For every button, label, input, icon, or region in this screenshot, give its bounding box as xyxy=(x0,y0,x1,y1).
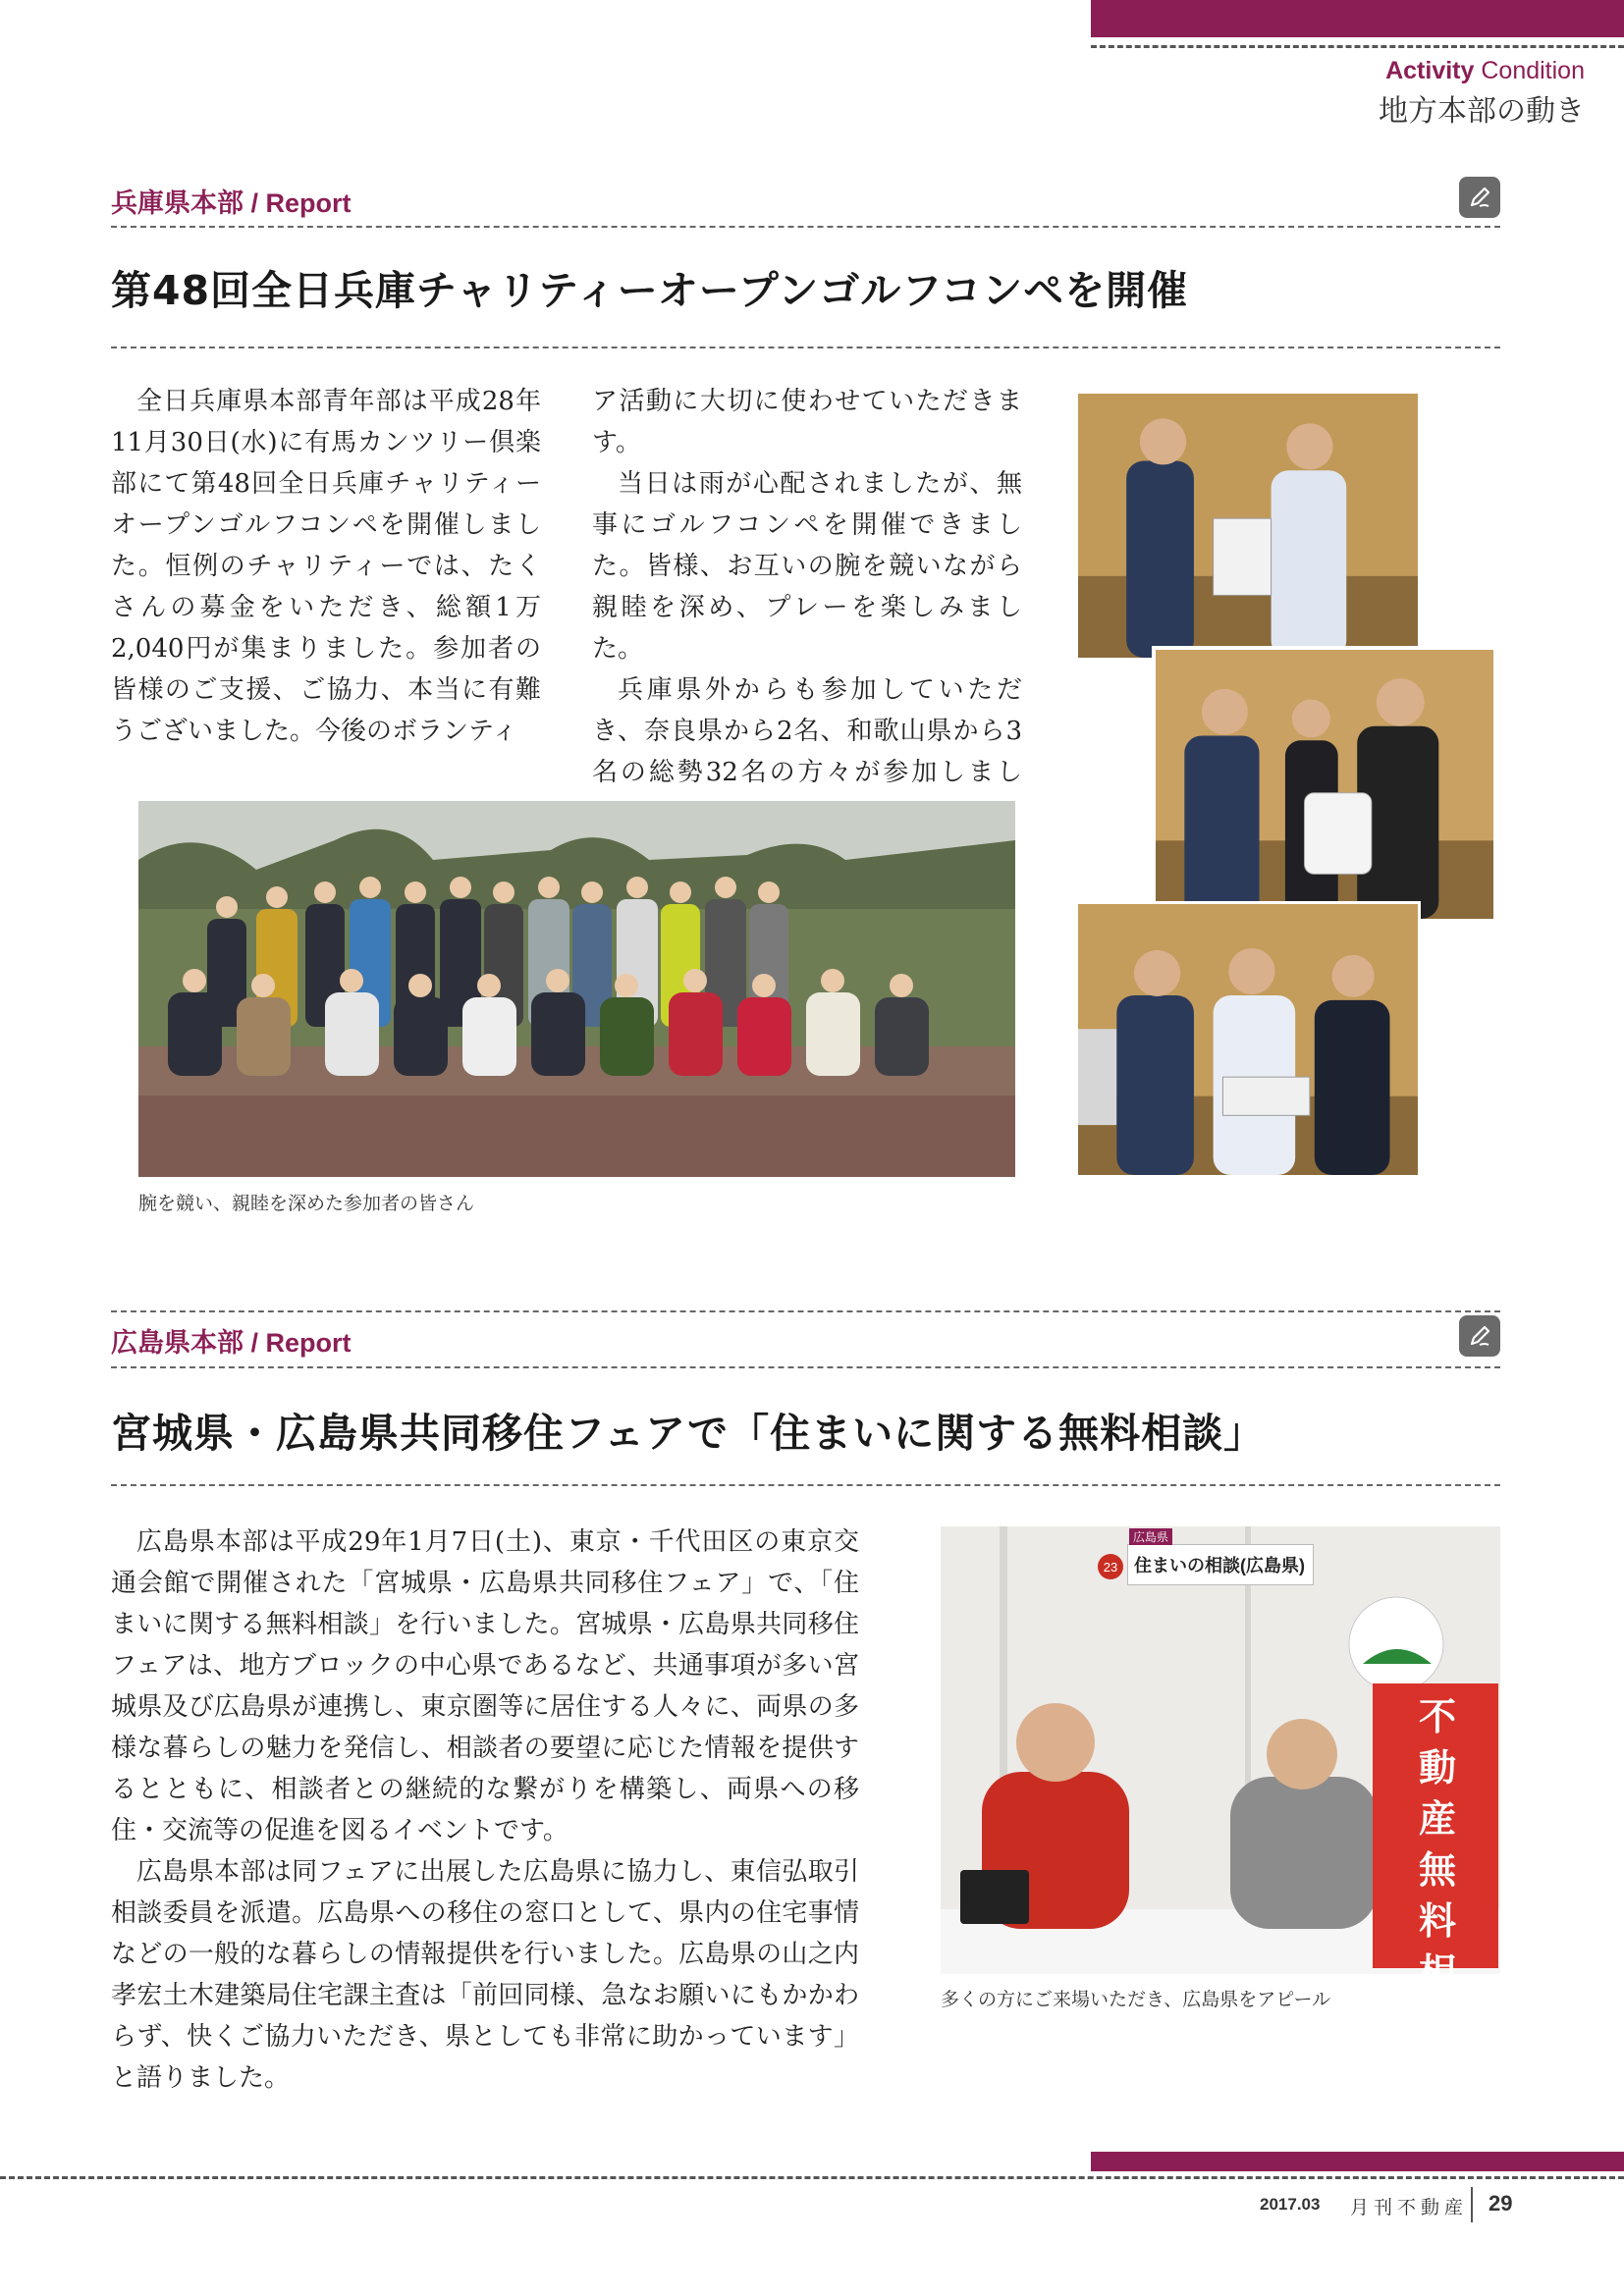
section2-title: 宮城県・広島県共同移住フェアで「住まいに関する無料相談」 xyxy=(111,1410,1266,1457)
footer-divider xyxy=(0,2176,1624,2179)
header-activity: Activity xyxy=(1385,57,1475,84)
section2-label xyxy=(111,1321,352,1360)
section2-label-pref: 広島県本部 xyxy=(111,1328,244,1358)
section1-caption: 腕を競い、親睦を深めた参加者の皆さん xyxy=(138,1193,475,1214)
booth-sign-text: 住まいの相談(広島県) xyxy=(1134,1556,1305,1575)
booth-banner-text: 不動産無料相談 xyxy=(1418,1694,1456,2045)
header-category xyxy=(1385,57,1585,85)
header-subtitle: 地方本部の動き xyxy=(1379,95,1585,128)
page-number: 29 xyxy=(1489,2191,1513,2216)
booth-sign xyxy=(1127,1544,1314,1585)
section1-divider-title xyxy=(111,347,1500,348)
handover-photo-3 xyxy=(1075,901,1421,1178)
footer-separator xyxy=(1471,2187,1473,2222)
section1-column-1 xyxy=(111,381,541,752)
handover-photo-1 xyxy=(1075,391,1421,661)
section2-paragraph: 広島県本部は平成29年1月7日(土)、東京・千代田区の東京交通会館で開催された「宮城県・広島県共同移住フェア」で、「住まいに関する無料相談」を行いました。宮城県・広島県共同移住フェアは、地方ブロックの中心県であるなど、共通事項が多い宮城県及び広島県が連携し、東京圏等に居住する人々に、両県の多様な暮らしの魅力を発信し、相談者の要望に応じた情報を提供するとともに、相談者との継続的な繋がりを構築し、両県への移住・交流等の促進を図るイベントです。 xyxy=(111,1527,859,1845)
section2-divider-top-main xyxy=(111,1310,1500,1312)
section1-paragraph: 全日兵庫県本部青年部は平成28年11月30日(水)に有馬カンツリー倶楽部にて第48回全日兵庫チャリティーオープンゴルフコンペを開催しました。恒例のチャリティーでは、たくさんの募金をいただき、総額1万2,040円が集まりました。参加者の皆様のご支援、ご協力、本当に有難うございました。今後のボランティ xyxy=(111,387,541,746)
section1-label xyxy=(111,182,352,220)
handover-photo-2 xyxy=(1152,646,1497,923)
section2-caption: 多くの方にご来場いただき、広島県をアピール xyxy=(941,1989,1331,2010)
section1-title: 第48回全日兵庫チャリティーオープンゴルフコンペを開催 xyxy=(111,267,1189,314)
section1-label-report: / Report xyxy=(244,188,352,218)
section2-paragraph: 広島県本部は同フェアに出展した広島県に協力し、東信弘取引相談委員を派遣。広島県への移住の窓口として、県内の住宅事情などの一般的な暮らしの情報提供を行いました。広島県の山之内孝宏土木建築局住宅課主査は「前回同様、急なお願いにもかかわらず、快くご協力いただき、県としても非常に助かっています」と語りました。 xyxy=(111,1857,859,2093)
footer-accent-bar xyxy=(1091,2152,1624,2171)
section1-column-2 xyxy=(592,381,1022,834)
pen-icon xyxy=(1459,177,1500,218)
section1-paragraph: ア活動に大切に使わせていただきます。 xyxy=(592,387,1022,457)
header-condition: Condition xyxy=(1481,57,1585,84)
group-photo xyxy=(138,801,1015,1177)
section2-divider-label xyxy=(111,1366,1500,1368)
footer-magazine: 月刊不動産 xyxy=(1350,2197,1469,2218)
section1-paragraph: 兵庫県外からも参加していただき、奈良県から2名、和歌山県から3名の総勢32名の方々が参加しまし xyxy=(592,675,1022,787)
header-divider xyxy=(1091,45,1624,48)
section2-label-report: / Report xyxy=(244,1328,352,1358)
section1-divider-top xyxy=(111,226,1500,228)
booth-sign-pref: 広島県 xyxy=(1129,1528,1172,1545)
header-accent-bar xyxy=(1091,0,1624,37)
section1-label-pref: 兵庫県本部 xyxy=(111,188,244,218)
footer-issue: 2017.03 xyxy=(1260,2195,1321,2214)
booth-sign-number: 23 xyxy=(1098,1554,1123,1579)
section2-divider-title xyxy=(111,1484,1500,1486)
section2-body xyxy=(111,1522,859,2099)
section1-paragraph: 当日は雨が心配されましたが、無事にゴルフコンペを開催できました。皆様、お互いの腕を競いながら親睦を深め、プレーを楽しみました。 xyxy=(592,469,1022,664)
pen-icon xyxy=(1459,1315,1500,1357)
